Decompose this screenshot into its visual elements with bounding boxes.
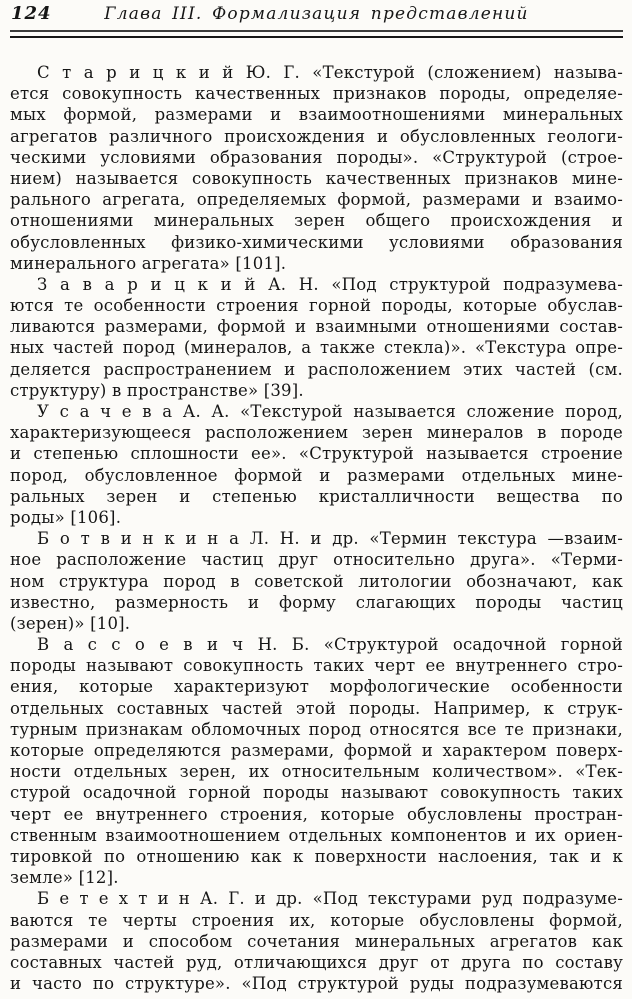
text-line: деляется распространением и расположением этих частей (см.	[10, 359, 623, 379]
text-line: Б е т е х т и н А. Г. и др. «Под текстурами руд подразуме-	[37, 889, 623, 909]
text-line: роды» [106].	[10, 507, 122, 527]
text-line: и часто по структуре». «Под структурой руды подразумеваются	[10, 974, 623, 994]
text-line: С т а р и ц к и й Ю. Г. «Текстурой (сложением) называ-	[37, 63, 623, 82]
text-line: обусловленных физико-химическими условиями образования	[10, 232, 623, 252]
text-line: ческими условиями образования породы». «Структурой (строе-	[10, 147, 623, 167]
text-line: ливаются размерами, формой и взаимными отношениями состав-	[10, 317, 623, 337]
text-line: ных частей пород (минералов, а также стекла)». «Текстура опре-	[10, 338, 623, 358]
text-line: которые определяются размерами, формой и характером поверх-	[10, 741, 623, 760]
text-line: отношениями минеральных зерен общего происхождения и	[10, 211, 623, 231]
text-line: рального агрегата, определяемых формой, размерами и взаимо-	[10, 190, 623, 210]
header-rule	[10, 30, 623, 38]
text-line: структуру) в пространстве» [39].	[10, 380, 304, 400]
text-line: черт ее внутреннего строения, которые обусловлены простран-	[10, 804, 623, 824]
text-line: ения, которые характеризуют морфологические особенности	[10, 677, 623, 697]
text-line: ральных зерен и степенью кристалличности вещества по	[10, 486, 623, 506]
text-line: мых формой, размерами и взаимоотношениями минеральных	[10, 105, 623, 125]
text-line: ности отдельных зерен, их относительным количеством». «Тек-	[10, 762, 623, 782]
text-line: минерального агрегата» [101].	[10, 253, 287, 273]
text-line: З а в а р и ц к и й А. Н. «Под структурой подразумева-	[37, 274, 623, 294]
text-line: нием) называется совокупность качественных признаков мине-	[10, 168, 623, 188]
chapter-title: Глава III. Формализация представлений	[104, 4, 529, 24]
text-line: турным признакам обломочных пород относятся все те признаки,	[10, 719, 623, 739]
text-line: пород, обусловленное формой и размерами отдельных мине-	[10, 465, 623, 485]
page-number: 124	[11, 3, 52, 24]
text-line: стурой осадочной горной породы называют совокупность таких	[10, 783, 623, 803]
text-block	[10, 62, 623, 994]
paragraph	[10, 274, 623, 401]
text-line: В а с с о е в и ч Н. Б. «Структурой осадочной горной	[37, 635, 623, 655]
text-line: ственным взаимоотношением отдельных компонентов и их ориен-	[10, 825, 623, 845]
text-line: (зерен)» [10].	[10, 613, 131, 633]
paragraph	[10, 401, 623, 528]
text-line: ваются те черты строения их, которые обусловлены формой,	[10, 910, 623, 930]
running-head	[10, 3, 623, 27]
text-line: характеризующееся расположением зерен минералов в породе	[10, 423, 623, 443]
text-line: агрегатов различного происхождения и обусловленных геологи-	[10, 126, 623, 146]
text-line: и степенью сплошности ее». «Структурой называется строение	[10, 444, 623, 464]
text-line: отдельных составных частей этой породы. Например, к струк-	[10, 698, 623, 718]
text-line: У с а ч е в а А. А. «Текстурой называется сложение пород,	[37, 402, 623, 421]
text-line: Б о т в и н к и н а Л. Н. и др. «Термин текстура —взаим-	[37, 529, 623, 549]
paragraph	[10, 634, 623, 888]
paragraph	[10, 888, 623, 994]
text-line: известно, размерность и форму слагающих породы частиц	[10, 592, 623, 612]
text-line: ном структура пород в советской литологии обозначают, как	[10, 571, 623, 591]
text-line: ются те особенности строения горной породы, которые обуслав-	[10, 296, 623, 316]
paragraph	[10, 528, 623, 634]
text-line: земле» [12].	[10, 868, 119, 888]
text-line: ется совокупность качественных признаков породы, определяе-	[10, 84, 623, 104]
paragraph	[10, 62, 623, 274]
text-line: составных частей руд, отличающихся друг от друга по составу	[10, 952, 623, 972]
text-line: размерами и способом сочетания минеральных агрегатов как	[10, 931, 623, 951]
text-line: породы называют совокупность таких черт ее внутреннего стро-	[10, 656, 623, 676]
text-line: тировкой по отношению как к поверхности наслоения, так и к	[10, 846, 623, 866]
text-line: ное расположение частиц друг относительно друга». «Терми-	[10, 550, 623, 570]
